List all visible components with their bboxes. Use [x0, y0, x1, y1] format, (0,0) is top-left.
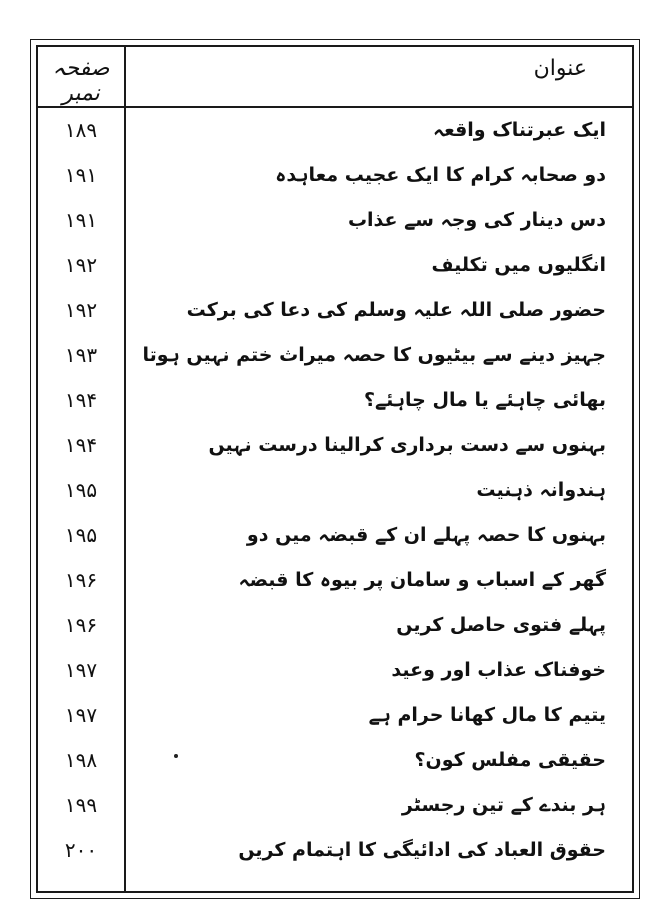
page-number: ۱۹۱	[64, 208, 98, 232]
table-row	[36, 650, 634, 690]
page-number: ۱۹۴	[64, 433, 98, 457]
table-row	[36, 335, 634, 375]
entry-title: گھر کے اسباب و سامان پر بیوہ کا قبضہ	[238, 569, 606, 591]
entry-title: انگلیوں میں تکلیف	[431, 254, 606, 276]
table-row	[36, 560, 634, 600]
table-row	[36, 830, 634, 870]
entry-title: ہندوانہ ذہنیت	[476, 479, 606, 501]
table-row	[36, 695, 634, 735]
page-number: ۲۰۰	[64, 838, 98, 862]
page-number: ۱۹۶	[64, 613, 98, 637]
entry-title: ایک عبرتناک واقعہ	[433, 119, 606, 141]
table-row	[36, 605, 634, 645]
entry-title: دس دینار کی وجہ سے عذاب	[347, 209, 606, 231]
page-number: ۱۸۹	[64, 118, 98, 142]
entry-title: بہنوں سے دست برداری کرالینا درست نہیں	[208, 434, 606, 456]
table-row	[36, 245, 634, 285]
page-number: ۱۹۹	[64, 793, 98, 817]
table-row	[36, 110, 634, 150]
table-row	[36, 290, 634, 330]
page-number: ۱۹۲	[64, 298, 98, 322]
page-number: ۱۹۷	[64, 658, 98, 682]
page-number-header: صفحہ نمبر	[52, 56, 110, 106]
page-number: ۱۹۵	[64, 478, 98, 502]
entry-title: حقیقی مفلس کون؟	[414, 749, 606, 771]
entry-title: دو صحابہ کرام کا ایک عجیب معاہدہ	[275, 164, 606, 186]
page-number: ۱۹۷	[64, 703, 98, 727]
page-number: ۱۹۵	[64, 523, 98, 547]
entry-title: پہلے فتوی حاصل کریں	[396, 614, 606, 636]
table-row	[36, 515, 634, 555]
entry-title: حقوق العباد کی ادائیگی کا اہتمام کریں	[238, 839, 606, 861]
page-number: ۱۹۳	[64, 343, 98, 367]
entry-title: بہنوں کا حصہ پہلے ان کے قبضہ میں دو	[246, 524, 606, 546]
entry-title: جہیز دینے سے بیٹیوں کا حصہ میراث ختم نہیں ہوتا	[142, 344, 606, 366]
table-of-contents	[36, 110, 634, 890]
entry-title: یتیم کا مال کھانا حرام ہے	[368, 704, 606, 726]
table-row	[36, 740, 634, 780]
entry-title: حضور صلی اللہ علیہ وسلم کی دعا کی برکت	[186, 299, 606, 321]
table-row	[36, 380, 634, 420]
title-header: عنوان	[533, 56, 587, 81]
entry-title: بھائی چاہئے یا مال چاہئے؟	[364, 389, 606, 411]
table-row	[36, 470, 634, 510]
scan-speck	[174, 754, 178, 758]
entry-title: خوفناک عذاب اور وعید	[391, 659, 606, 681]
table-row	[36, 200, 634, 240]
page-number: ۱۹۲	[64, 253, 98, 277]
page-number: ۱۹۶	[64, 568, 98, 592]
page-number: ۱۹۴	[64, 388, 98, 412]
table-row	[36, 425, 634, 465]
table-row	[36, 785, 634, 825]
entry-title: ہر بندے کے تین رجسٹر	[401, 794, 606, 816]
page-number: ۱۹۸	[64, 748, 98, 772]
table-row	[36, 155, 634, 195]
page-number: ۱۹۱	[64, 163, 98, 187]
